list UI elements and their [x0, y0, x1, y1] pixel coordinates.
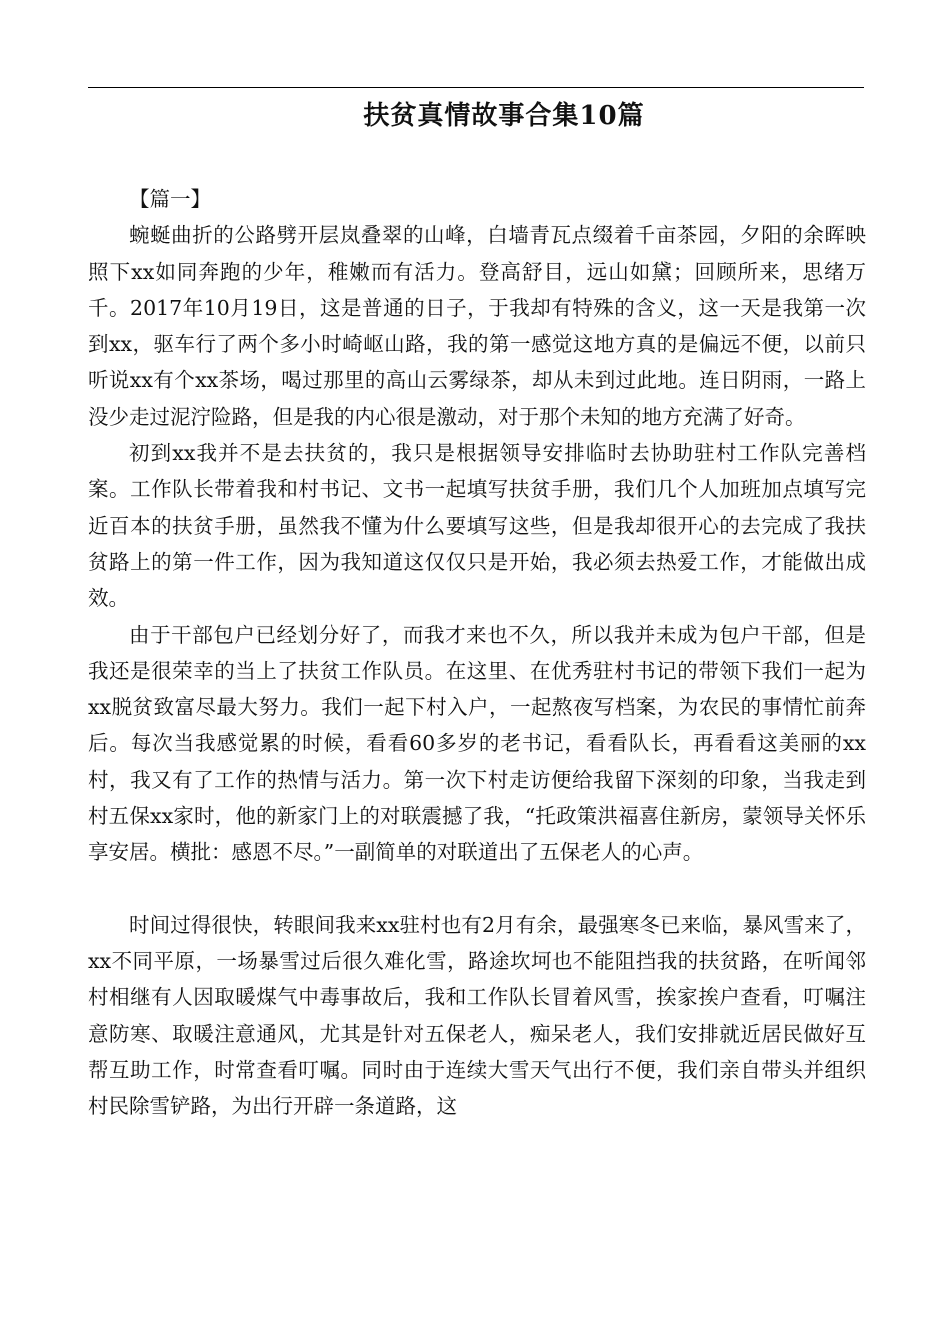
paragraph-gap: [88, 871, 866, 907]
paragraph-3: 由于干部包户已经划分好了，而我才来也不久，所以我并未成为包户干部，但是我还是很荣幸的当上了扶贫工作队员。在这里、在优秀驻村书记的带领下我们一起为xx脱贫致富尽最大努力。我们一起下村入户，一起熬夜写档案，为农民的事情忙前奔后。每次当我感觉累的时候，看看60多岁的老书记，看看队长，再看看这美丽的xx村，我又有了工作的热情与活力。第一次下村走访便给我留下深刻的印象，当我走到村五保xx家时，他的新家门上的对联震撼了我，“托政策洪福喜住新房，蒙领导关怀乐享安居。横批：感恩不尽。”一副简单的对联道出了五保老人的心声。: [88, 622, 866, 865]
paragraph-2: 初到xx我并不是去扶贫的，我只是根据领导安排临时去协助驻村工作队完善档案。工作队长带着我和村书记、文书一起填写扶贫手册，我们几个人加班加点填写完近百本的扶贫手册，虽然我不懂为什么要填写这些，但是我却很开心的去完成了我扶贫路上的第一件工作，因为我知道这仅仅只是开始，我必须去热爱工作，才能做出成效。: [88, 441, 866, 611]
header-rule: [88, 87, 864, 88]
document-body: [88, 181, 866, 1124]
document-title: 扶贫真情故事合集10篇: [363, 101, 645, 131]
section-label: 【篇一】: [129, 187, 211, 211]
paragraph-4: 时间过得很快，转眼间我来xx驻村也有2月有余，最强寒冬已来临，暴风雪来了，xx不同平原，一场暴雪过后很久难化雪，路途坎坷也不能阻挡我的扶贫路，在听闻邻村相继有人因取暖煤气中毒事故后，我和工作队长冒着风雪，挨家挨户查看，叮嘱注意防寒、取暖注意通风，尤其是针对五保老人，痴呆老人，我们安排就近居民做好互帮互助工作，时常查看叮嘱。同时由于连续大雪天气出行不便，我们亲自带头并组织村民除雪铲路，为出行开辟一条道路，这: [88, 912, 866, 1119]
paragraph-1: 蜿蜒曲折的公路劈开层岚叠翠的山峰，白墙青瓦点缀着千亩茶园，夕阳的余晖映照下xx如同奔跑的少年，稚嫩而有活力。登高舒目，远山如黛；回顾所来，思绪万千。2017年10月19日，这是普通的日子，于我却有特殊的含义，这一天是我第一次到xx，驱车行了两个多小时崎岖山路，我的第一感觉这地方真的是偏远不便，以前只听说xx有个xx茶场，喝过那里的高山云雾绿茶，却从未到过此地。连日阴雨，一路上没少走过泥泞险路，但是我的内心很是激动，对于那个未知的地方充满了好奇。: [88, 223, 866, 429]
